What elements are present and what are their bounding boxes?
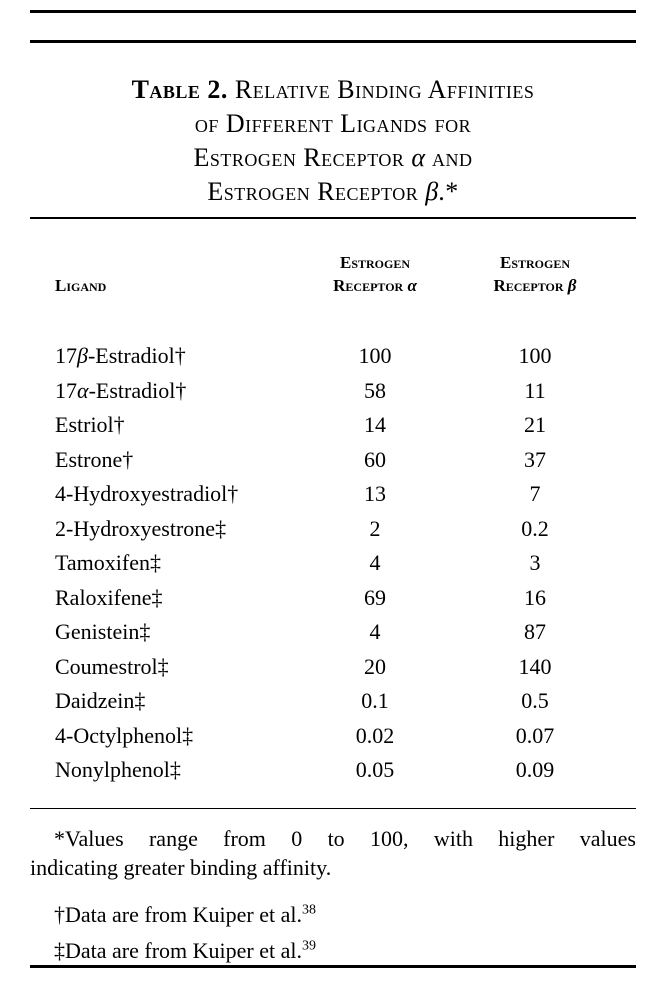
top-rule-2: [30, 40, 636, 43]
er-beta-value: 11: [524, 377, 546, 403]
ligand-name: Estriol†: [55, 412, 125, 438]
greek-beta-symbol: β: [425, 177, 439, 206]
footnote-text: indicating greater binding affinity.: [30, 855, 332, 880]
footnote-dagger: [30, 900, 636, 929]
title-text: Estrogen Receptor: [193, 143, 412, 172]
table-row: [30, 512, 636, 547]
table-row: [30, 477, 636, 512]
er-alpha-value: 13: [364, 481, 386, 507]
footnote-double-dagger: [30, 936, 636, 965]
ligand-name: [55, 343, 295, 369]
ligand-text: 17: [55, 343, 77, 369]
greek-alpha-symbol: α: [407, 276, 417, 295]
table-row: [30, 339, 636, 374]
er-beta-value: 3: [529, 550, 541, 576]
table-header-row: [30, 251, 636, 297]
header-text: Receptor: [493, 276, 568, 295]
er-beta-value: 37: [524, 446, 546, 472]
ligand-name: Daidzein‡: [55, 688, 146, 714]
ligand-name: 2-Hydroxyestrone‡: [55, 515, 227, 541]
table-row: [30, 615, 636, 650]
table-row: [30, 546, 636, 581]
er-beta-value: 140: [518, 653, 552, 679]
footnote-text: *Values range from 0 to 100, with higher values: [54, 826, 636, 851]
er-beta-value: 0.07: [515, 722, 555, 748]
er-alpha-value: 0.02: [355, 722, 395, 748]
table-row: [30, 650, 636, 685]
table-row: [30, 719, 636, 754]
title-text: Estrogen Receptor: [207, 177, 426, 206]
er-alpha-value: 14: [364, 412, 386, 438]
er-alpha-value: 4: [369, 619, 381, 645]
ligand-name: Nonylphenol‡: [55, 757, 181, 783]
title-line-2: of Different Ligands for: [194, 109, 472, 138]
title-text: Relative Binding Affinities: [227, 75, 535, 104]
er-alpha-value: 2: [369, 515, 381, 541]
col-header-er-alpha: [295, 251, 455, 297]
er-alpha-value: 60: [364, 446, 386, 472]
ligand-text: -Estradiol†: [87, 343, 186, 369]
er-alpha-value: 0.1: [361, 688, 389, 714]
table-row: [30, 374, 636, 409]
col-header-er-beta: [455, 251, 615, 297]
ligand-name: 4-Hydroxyestradiol†: [55, 481, 239, 507]
footnote-text: ‡Data are from Kuiper et al.: [54, 938, 302, 963]
ligand-name: Genistein‡: [55, 619, 151, 645]
er-alpha-value: 100: [358, 343, 392, 369]
er-beta-value: 16: [524, 584, 546, 610]
header-text: Estrogen: [339, 253, 411, 272]
title-text: .*: [438, 177, 459, 206]
table-number-label: Table 2.: [131, 75, 228, 104]
er-beta-value: 0.09: [515, 757, 555, 783]
er-beta-value: 0.2: [521, 515, 549, 541]
reference-superscript-38: 38: [302, 902, 316, 918]
footnote-divider-rule: [30, 808, 636, 810]
ligand-name: Tamoxifen‡: [55, 550, 161, 576]
greek-alpha-symbol: α: [411, 143, 426, 172]
header-text: Estrogen: [499, 253, 571, 272]
ligand-name: 4-Octylphenol‡: [55, 722, 194, 748]
ligand-name: Estrone†: [55, 446, 134, 472]
footnote-asterisk: [30, 824, 636, 882]
top-rule-1: [30, 10, 636, 13]
er-beta-value: 21: [524, 412, 546, 438]
er-alpha-value: 69: [364, 584, 386, 610]
title-divider-rule: [30, 217, 636, 219]
table-row: [30, 443, 636, 478]
greek-beta-symbol: β: [77, 343, 88, 369]
bottom-rule: [30, 965, 636, 968]
table-body: [30, 339, 636, 788]
ligand-name: Raloxifene‡: [55, 584, 163, 610]
table-row: [30, 753, 636, 788]
reference-superscript-39: 39: [302, 938, 316, 954]
footnote-text: †Data are from Kuiper et al.: [54, 902, 302, 927]
title-line-1: [30, 73, 636, 107]
greek-beta-symbol: β: [567, 276, 577, 295]
er-alpha-value: 58: [364, 377, 386, 403]
ligand-name: [55, 378, 295, 404]
er-beta-value: 87: [524, 619, 546, 645]
title-text: and: [425, 143, 473, 172]
ligand-text: 17: [55, 377, 77, 403]
table-row: [30, 408, 636, 443]
ligand-text: -Estradiol†: [88, 377, 187, 403]
col-header-ligand: Ligand: [55, 276, 107, 295]
greek-alpha-symbol: α: [77, 377, 89, 403]
header-text: Receptor: [333, 276, 408, 295]
table-row: [30, 684, 636, 719]
er-alpha-value: 0.05: [355, 757, 395, 783]
title-line-3: [30, 141, 636, 175]
er-beta-value: 100: [518, 343, 552, 369]
er-alpha-value: 4: [369, 550, 381, 576]
table-row: [30, 581, 636, 616]
ligand-name: Coumestrol‡: [55, 653, 169, 679]
er-alpha-value: 20: [364, 653, 386, 679]
title-line-4: [30, 175, 636, 209]
er-beta-value: 0.5: [521, 688, 549, 714]
er-beta-value: 7: [529, 481, 541, 507]
table-title: [30, 73, 636, 209]
